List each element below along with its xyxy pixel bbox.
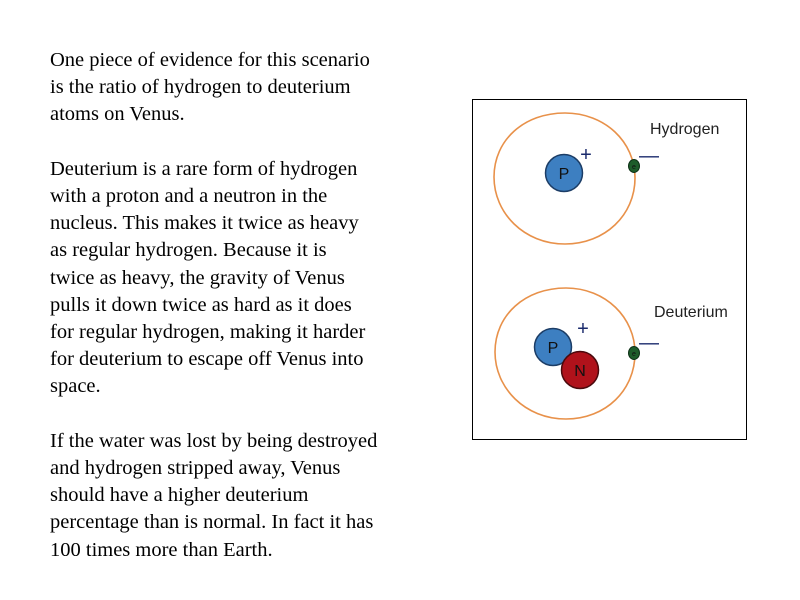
- slide-body-text: [50, 47, 450, 564]
- hydrogen-proton-charge: +: [580, 144, 592, 166]
- deuterium-proton-charge: +: [577, 318, 589, 340]
- hydrogen-proton-label: P: [558, 166, 570, 183]
- hydrogen-electron-charge: —: [639, 145, 659, 167]
- paragraph-conclusion: If the water was lost by being destroyed and hydrogen stripped away, Venus should have a higher deuterium percentage than is normal. In fact it has 100 times more than Earth.: [50, 429, 378, 561]
- atom-diagram: [472, 99, 747, 440]
- deuterium-label: Deuterium: [654, 304, 728, 321]
- deuterium-neutron-label: N: [574, 363, 586, 380]
- deuterium-electron-label: e: [632, 351, 636, 358]
- atom-diagram-svg: [473, 100, 748, 441]
- deuterium-electron-charge: —: [639, 332, 659, 354]
- paragraph-deuterium-definition: Deuterium is a rare form of hydrogen with a proton and a neutron in the nucleus. This makes it twice as heavy as regular hydrogen. Because it is twice as heavy, the gravity of Venus pulls it down twice as hard as it does for regular hydrogen, making it harder for deuterium to escape off Venus into space.: [50, 157, 366, 398]
- hydrogen-label: Hydrogen: [650, 121, 720, 138]
- paragraph-evidence: One piece of evidence for this scenario is the ratio of hydrogen to deuterium atoms on Venus.: [50, 49, 370, 126]
- deuterium-proton-label: P: [547, 340, 559, 357]
- hydrogen-atom: [494, 113, 719, 244]
- hydrogen-electron-label: e: [632, 164, 636, 171]
- deuterium-atom: [495, 288, 728, 419]
